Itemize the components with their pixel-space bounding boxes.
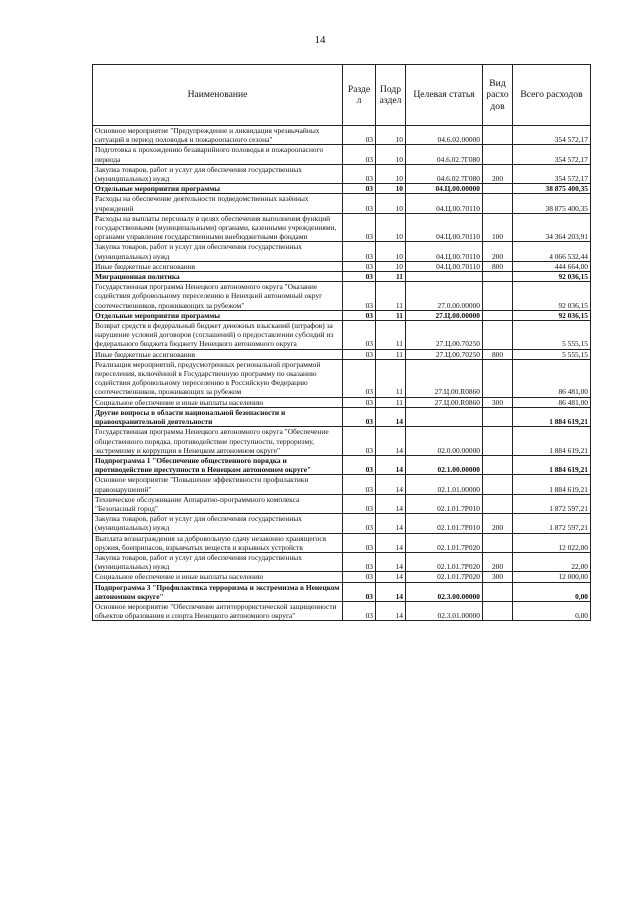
cell-section: 03 — [343, 427, 376, 456]
table-row — [93, 272, 591, 282]
cell-total: 12 022,00 — [513, 533, 591, 552]
cell-total: 0,00 — [513, 582, 591, 601]
cell-subsection: 14 — [376, 533, 406, 552]
cell-type: 100 — [483, 213, 513, 242]
cell-total: 38 875 400,35 — [513, 194, 591, 213]
cell-total: 354 572,17 — [513, 126, 591, 145]
page-number: 14 — [314, 34, 326, 46]
table-row — [93, 552, 591, 571]
cell-target: 27.Ц.00.R0860 — [406, 359, 483, 397]
table-row — [93, 242, 591, 261]
cell-type — [483, 310, 513, 320]
cell-section: 03 — [343, 145, 376, 164]
cell-target: 04.Ц.00.70110 — [406, 242, 483, 261]
table-row — [93, 194, 591, 213]
cell-target — [406, 272, 483, 282]
cell-type — [483, 455, 513, 474]
cell-subsection: 14 — [376, 494, 406, 513]
table-row — [93, 282, 591, 311]
cell-name: Основное мероприятие "Предупреждение и ликвидация чрезвычайных ситуаций в период половодья и пожароопасного сезона" — [93, 126, 343, 145]
cell-name: Другие вопросы в области национальной безопасности и правоохранительной деятельности — [93, 407, 343, 426]
cell-name: Отдельные мероприятия программы — [93, 310, 343, 320]
cell-name: Государственная программа Ненецкого автономного округа "Оказание содействия добровольному переселению в Ненецкий автономный округ соотечественников, проживающих за рубежом" — [93, 282, 343, 311]
cell-section: 03 — [343, 242, 376, 261]
table-row — [93, 494, 591, 513]
table-row — [93, 397, 591, 407]
table-row — [93, 164, 591, 183]
cell-subsection: 14 — [376, 582, 406, 601]
cell-target — [406, 407, 483, 426]
cell-total: 1 884 619,21 — [513, 475, 591, 494]
table-body — [93, 126, 591, 621]
cell-target: 02.0.00.00000 — [406, 427, 483, 456]
cell-section: 03 — [343, 475, 376, 494]
cell-section: 03 — [343, 359, 376, 397]
cell-name: Реализация мероприятий, предусмотренных региональной программой переселения, включённой в Государственную программу по оказанию содействия добровольному переселению в Российскую Федерацию соотечественников, проживающих за рубежом — [93, 359, 343, 397]
cell-subsection: 11 — [376, 359, 406, 397]
cell-type — [483, 533, 513, 552]
cell-type — [483, 126, 513, 145]
cell-type — [483, 494, 513, 513]
cell-subsection: 14 — [376, 475, 406, 494]
cell-section: 03 — [343, 164, 376, 183]
cell-total: 86 481,00 — [513, 359, 591, 397]
table-row — [93, 582, 591, 601]
cell-type — [483, 407, 513, 426]
cell-target: 04.6.02.00000 — [406, 126, 483, 145]
cell-type — [483, 272, 513, 282]
cell-total: 1 872 597,21 — [513, 494, 591, 513]
cell-type: 300 — [483, 572, 513, 582]
cell-subsection: 10 — [376, 194, 406, 213]
cell-target: 04.6.02.7Г080 — [406, 145, 483, 164]
cell-section: 03 — [343, 213, 376, 242]
cell-target: 27.Ц.00.R0860 — [406, 397, 483, 407]
cell-section: 03 — [343, 582, 376, 601]
cell-name: Расходы на выплаты персоналу в целях обеспечения выполнения функций государственными (муниципальными) органами, казенными учреждениями, органами управления государственными внебюджетными фондами — [93, 213, 343, 242]
cell-type: 200 — [483, 242, 513, 261]
cell-subsection: 11 — [376, 272, 406, 282]
cell-target: 02.1.01.7Р020 — [406, 572, 483, 582]
header-type: Вид расхо дов — [483, 65, 513, 126]
cell-section: 03 — [343, 397, 376, 407]
cell-name: Иные бюджетные ассигнования — [93, 261, 343, 271]
cell-name: Основное мероприятие "Обеспечение антитеррористической защищенности объектов образования и спорта Ненецкого автономного округа" — [93, 601, 343, 620]
cell-total: 86 481,00 — [513, 397, 591, 407]
cell-total: 92 036,15 — [513, 282, 591, 311]
table-row — [93, 601, 591, 620]
cell-name: Выплата вознаграждения за добровольную сдачу незаконно хранящегося оружия, боеприпасов, взрывчатых веществ и взрывных устройств — [93, 533, 343, 552]
cell-total: 38 875 400,35 — [513, 184, 591, 194]
header-total: Всего расходов — [513, 65, 591, 126]
cell-subsection: 14 — [376, 572, 406, 582]
table-row — [93, 533, 591, 552]
cell-target: 02.3.00.00000 — [406, 582, 483, 601]
cell-subsection: 11 — [376, 349, 406, 359]
cell-type: 300 — [483, 397, 513, 407]
cell-section: 03 — [343, 261, 376, 271]
cell-name: Расходы на обеспечение деятельности подведомственных казённых учреждений — [93, 194, 343, 213]
cell-section: 03 — [343, 552, 376, 571]
cell-total: 444 664,00 — [513, 261, 591, 271]
cell-subsection: 14 — [376, 601, 406, 620]
cell-target: 04.Ц.00.70110 — [406, 213, 483, 242]
cell-target: 27.0.00.00000 — [406, 282, 483, 311]
cell-total: 354 572,17 — [513, 164, 591, 183]
table-row — [93, 310, 591, 320]
cell-name: Возврат средств в федеральный бюджет денежных взысканий (штрафов) за нарушение условий договоров (соглашений) о предоставлении субсидий из федерального бюджета бюджету Ненецкого автономного округа — [93, 321, 343, 350]
cell-name: Подпрограмма 1 "Обеспечение общественного порядка и противодействие преступности в Ненецком автономном округе" — [93, 455, 343, 474]
cell-section: 03 — [343, 184, 376, 194]
cell-total: 4 066 532,44 — [513, 242, 591, 261]
cell-type — [483, 601, 513, 620]
cell-subsection: 10 — [376, 184, 406, 194]
cell-section: 03 — [343, 514, 376, 533]
cell-subsection: 11 — [376, 282, 406, 311]
cell-section: 03 — [343, 533, 376, 552]
cell-subsection: 11 — [376, 321, 406, 350]
cell-section: 03 — [343, 407, 376, 426]
cell-section: 03 — [343, 194, 376, 213]
cell-type: 800 — [483, 349, 513, 359]
cell-total: 1 872 597,21 — [513, 514, 591, 533]
cell-target: 04.Ц.00.70110 — [406, 261, 483, 271]
table-row — [93, 184, 591, 194]
cell-target: 02.1.00.00000 — [406, 455, 483, 474]
cell-subsection: 10 — [376, 242, 406, 261]
cell-total: 92 036,15 — [513, 272, 591, 282]
cell-section: 03 — [343, 455, 376, 474]
cell-target: 27.Ц.00.00000 — [406, 310, 483, 320]
cell-subsection: 14 — [376, 455, 406, 474]
cell-total: 92 036,15 — [513, 310, 591, 320]
cell-total: 1 884 619,21 — [513, 455, 591, 474]
cell-type: 200 — [483, 164, 513, 183]
table-row — [93, 213, 591, 242]
cell-total: 354 572,17 — [513, 145, 591, 164]
table-row — [93, 321, 591, 350]
cell-type: 200 — [483, 552, 513, 571]
cell-name: Государственная программа Ненецкого автономного округа "Обеспечение общественного порядка, противодействие преступности, терроризму, экстремизму и коррупции в Ненецком автономном округе" — [93, 427, 343, 456]
cell-type — [483, 184, 513, 194]
header-target: Целевая статья — [406, 65, 483, 126]
cell-name: Подготовка к прохождению безаварийного половодья и пожароопасного периода — [93, 145, 343, 164]
cell-target: 04.Ц.00.70110 — [406, 194, 483, 213]
cell-name: Иные бюджетные ассигнования — [93, 349, 343, 359]
cell-target: 02.1.01.7Р020 — [406, 552, 483, 571]
cell-name: Закупка товаров, работ и услуг для обеспечения государственных (муниципальных) нужд — [93, 164, 343, 183]
cell-target: 02.1.01.7Р020 — [406, 533, 483, 552]
cell-subsection: 14 — [376, 552, 406, 571]
cell-name: Отдельные мероприятия программы — [93, 184, 343, 194]
cell-section: 03 — [343, 321, 376, 350]
table-row — [93, 427, 591, 456]
cell-section: 03 — [343, 494, 376, 513]
cell-name: Техническое обслуживание Аппаратно-программного комплекса "Безопасный город" — [93, 494, 343, 513]
cell-name: Закупка товаров, работ и услуг для обеспечения государственных (муниципальных) нужд — [93, 514, 343, 533]
cell-name: Закупка товаров, работ и услуг для обеспечения государственных (муниципальных) нужд — [93, 242, 343, 261]
cell-target: 02.1.01.7Р010 — [406, 514, 483, 533]
cell-target: 04.Ц.00.00000 — [406, 184, 483, 194]
cell-type — [483, 194, 513, 213]
cell-total: 0,00 — [513, 601, 591, 620]
cell-section: 03 — [343, 126, 376, 145]
cell-total: 5 555,15 — [513, 321, 591, 350]
cell-target: 02.3.01.00000 — [406, 601, 483, 620]
cell-subsection: 11 — [376, 397, 406, 407]
table-row — [93, 359, 591, 397]
table-row — [93, 126, 591, 145]
cell-name: Основное мероприятие "Повышение эффективности профилактики правонарушений" — [93, 475, 343, 494]
cell-type — [483, 427, 513, 456]
cell-type — [483, 282, 513, 311]
cell-subsection: 10 — [376, 164, 406, 183]
cell-type — [483, 582, 513, 601]
cell-section: 03 — [343, 310, 376, 320]
cell-target: 04.6.02.7Г080 — [406, 164, 483, 183]
header-subsection: Подр аздел — [376, 65, 406, 126]
cell-total: 12 000,00 — [513, 572, 591, 582]
cell-total: 1 884 619,21 — [513, 407, 591, 426]
cell-subsection: 11 — [376, 310, 406, 320]
cell-total: 34 364 203,91 — [513, 213, 591, 242]
cell-target: 27.Ц.00.70250 — [406, 349, 483, 359]
cell-target: 27.Ц.00.70250 — [406, 321, 483, 350]
cell-type — [483, 475, 513, 494]
cell-subsection: 14 — [376, 407, 406, 426]
cell-total: 5 555,15 — [513, 349, 591, 359]
budget-table — [92, 64, 591, 621]
cell-name: Подпрограмма 3 "Профилактика терроризма и экстремизма в Ненецком автономном округе" — [93, 582, 343, 601]
header-name: Наименование — [93, 65, 343, 126]
cell-target: 02.1.01.7Р010 — [406, 494, 483, 513]
cell-section: 03 — [343, 601, 376, 620]
cell-subsection: 10 — [376, 261, 406, 271]
cell-subsection: 10 — [376, 145, 406, 164]
cell-name: Закупка товаров, работ и услуг для обеспечения государственных (муниципальных) нужд — [93, 552, 343, 571]
table-row — [93, 261, 591, 271]
table-row — [93, 514, 591, 533]
cell-subsection: 10 — [376, 126, 406, 145]
cell-section: 03 — [343, 349, 376, 359]
cell-type — [483, 145, 513, 164]
table-header-row — [93, 65, 591, 126]
cell-subsection: 14 — [376, 514, 406, 533]
header-section: Разде л — [343, 65, 376, 126]
table-row — [93, 475, 591, 494]
cell-section: 03 — [343, 572, 376, 582]
table-row — [93, 572, 591, 582]
table-row — [93, 407, 591, 426]
cell-type: 200 — [483, 514, 513, 533]
cell-type: 800 — [483, 261, 513, 271]
cell-total: 1 884 619,21 — [513, 427, 591, 456]
table-row — [93, 349, 591, 359]
cell-type — [483, 321, 513, 350]
cell-name: Миграционная политика — [93, 272, 343, 282]
cell-type — [483, 359, 513, 397]
table-row — [93, 455, 591, 474]
table-row — [93, 145, 591, 164]
cell-target: 02.1.01.00000 — [406, 475, 483, 494]
cell-section: 03 — [343, 282, 376, 311]
cell-subsection: 14 — [376, 427, 406, 456]
cell-section: 03 — [343, 272, 376, 282]
cell-total: 22,00 — [513, 552, 591, 571]
cell-name: Социальное обеспечение и иные выплаты населению — [93, 572, 343, 582]
cell-subsection: 10 — [376, 213, 406, 242]
cell-name: Социальное обеспечение и иные выплаты населению — [93, 397, 343, 407]
